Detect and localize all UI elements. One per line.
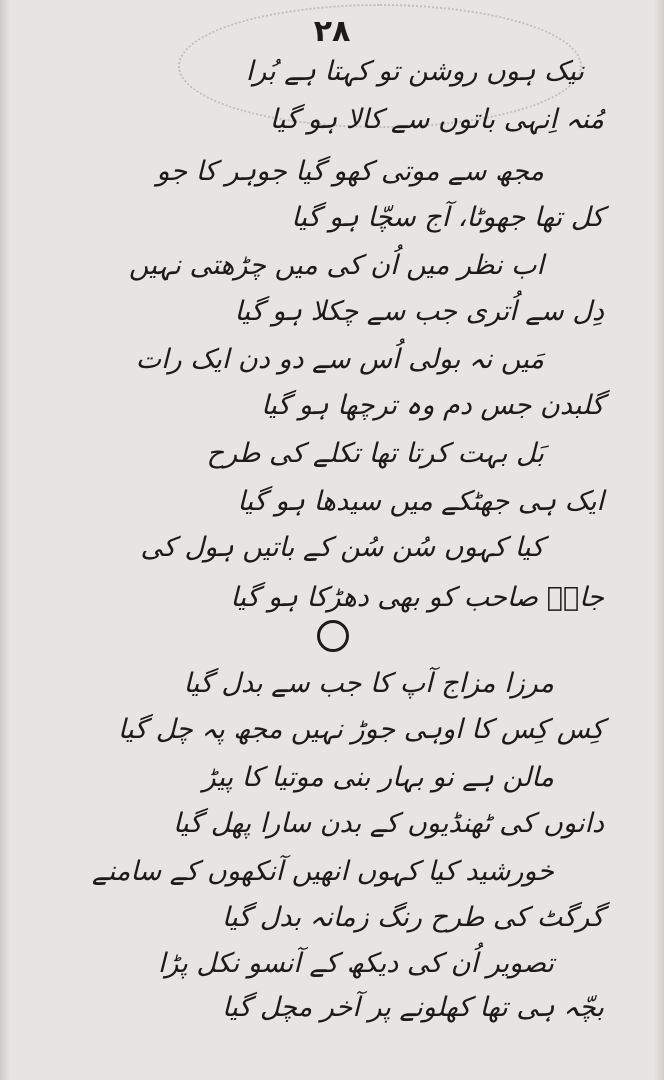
verse-line: دِل سے اُتری جب سے چکلا ہو گیا xyxy=(234,296,604,327)
verse-line: ایک ہی جھٹکے میں سیدھا ہو گیا xyxy=(237,486,604,517)
verse-line: مرزا مزاج آپ کا جب سے بدل گیا xyxy=(183,668,554,699)
verse-line: اب نظر میں اُن کی میں چڑھتی نہیں xyxy=(128,250,544,281)
verse-line: مَیں نہ بولی اُس سے دو دن ایک رات xyxy=(135,344,544,375)
verse-line: تصویر اُن کی دیکھ کے آنسو نکل پڑا xyxy=(157,948,554,979)
page-shadow-right xyxy=(654,0,664,1080)
verse-line: گلبدن جس دم وہ ترچھا ہو گیا xyxy=(261,390,604,421)
verse-line: گرگٹ کی طرح رنگ زمانہ بدل گیا xyxy=(221,902,604,933)
page-number: ۲۸ xyxy=(313,14,351,49)
verse-line: کِس کِس کا اوہی جوڑ نہیں مجھ پہ چل گیا xyxy=(117,714,604,745)
verse-line: مجھ سے موتی کھو گیا جوہر کا جو xyxy=(156,156,544,187)
verse-line: بچّہ ہی تھا کھلونے پر آخر مچل گیا xyxy=(222,992,604,1023)
verse-line: نیک ہوں روشن تو کہتا ہے بُرا xyxy=(245,56,584,87)
verse-line: دانوں کی ٹھنڈیوں کے بدن سارا پھل گیا xyxy=(172,808,604,839)
verse-line: کل تھا جھوٹا، آج سچّا ہو گیا xyxy=(291,202,604,233)
verse-line: مالن ہے نو بہار بنی موتیا کا پیڑ xyxy=(202,762,554,793)
verse-line: جانؔ صاحب کو بھی دھڑکا ہو گیا xyxy=(230,582,604,613)
stanza-divider-circle xyxy=(317,620,349,652)
verse-line: مُنہ اِنہی باتوں سے کالا ہو گیا xyxy=(269,104,604,135)
verse-line: کیا کہوں سُن سُن کے باتیں ہول کی xyxy=(140,532,544,563)
page-shadow-left xyxy=(0,0,10,1080)
verse-line: خورشید کیا کہوں انھیں آنکھوں کے سامنے xyxy=(91,856,554,887)
verse-line: بَل بہت کرتا تھا تکلے کی طرح xyxy=(206,438,544,469)
